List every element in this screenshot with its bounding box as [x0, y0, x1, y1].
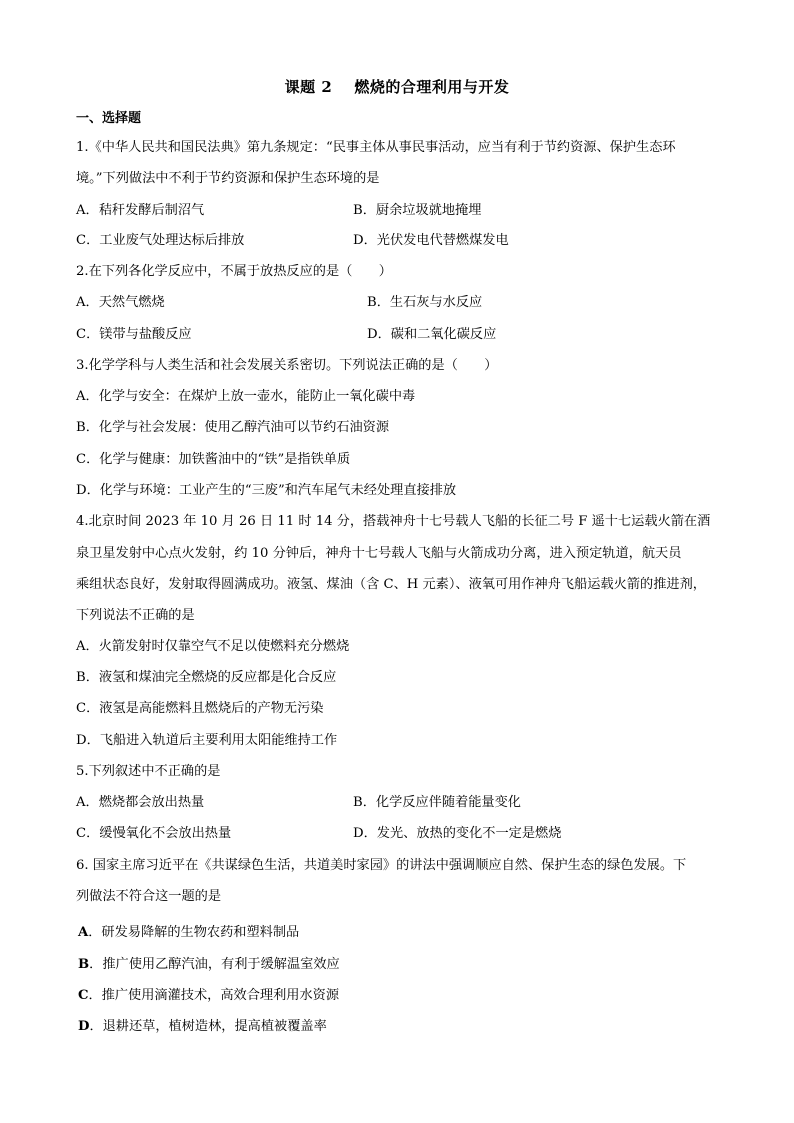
q6-option-d [78, 1018, 327, 1036]
q1-option-d: D．光伏发电代替燃煤发电 [353, 233, 509, 248]
q5-option-c: C．缓慢氧化不会放出热量 [76, 826, 232, 841]
q6-option-b-text: ．推广使用乙醇汽油，有利于缓解温室效应 [89, 957, 340, 972]
q4-stem-line3: 乘组状态良好，发射取得圆满成功。液氢、煤油（含 C、H 元素）、液氧可用作神舟飞船运载火箭的推进剂， [76, 577, 706, 592]
q6-option-b [78, 956, 340, 974]
q4-option-c: C．液氢是高能燃料且燃烧后的产物无污染 [76, 701, 324, 716]
page-title [0, 76, 794, 97]
q2-option-a: A．天然气燃烧 [76, 295, 165, 310]
q4-stem-line2: 泉卫星发射中心点火发射，约 10 分钟后，神舟十七号载人飞船与火箭成功分离，进入预定轨道，航天员 [76, 546, 682, 561]
q4-option-b: B．液氢和煤油完全燃烧的反应都是化合反应 [76, 670, 337, 685]
q4-option-a: A．火箭发射时仅靠空气不足以使燃料充分燃烧 [76, 639, 350, 654]
q1-stem-line1: 1.《中华人民共和国民法典》第九条规定：“民事主体从事民事活动，应当有利于节约资源、保护生态环 [76, 140, 676, 155]
q3-option-c: C．化学与健康：加铁酱油中的“铁”是指铁单质 [76, 452, 351, 467]
q4-stem-line4: 下列说法不正确的是 [76, 608, 195, 623]
q6-option-b-letter: B [78, 957, 90, 972]
q1-stem-line2: 境。”下列做法中不利于节约资源和保护生态环境的是 [76, 171, 380, 186]
q1-option-a: A．秸秆发酵后制沼气 [76, 203, 205, 218]
q1-option-c: C．工业废气处理达标后排放 [76, 233, 245, 248]
q3-option-a: A．化学与安全：在煤炉上放一壶水，能防止一氧化碳中毒 [76, 389, 416, 404]
q6-option-a [78, 924, 299, 942]
q4-stem-line1: 4.北京时间 2023 年 10 月 26 日 11 时 14 分，搭载神舟十七号载人飞船的长征二号 F 遥十七运载火箭在酒 [76, 514, 711, 529]
q1-option-b: B．厨余垃圾就地掩埋 [353, 203, 482, 218]
q6-option-d-letter: D [78, 1019, 90, 1034]
q2-option-d: D．碳和二氧化碳反应 [367, 327, 497, 342]
q5-option-b: B．化学反应伴随着能量变化 [353, 795, 521, 810]
q6-option-d-text: ．退耕还草，植树造林，提高植被覆盖率 [89, 1019, 327, 1034]
lesson-number: 课题 2 [284, 78, 333, 96]
q6-option-a-letter: A [78, 925, 89, 940]
lesson-name: 燃烧的合理利用与开发 [354, 78, 510, 96]
q5-option-a: A．燃烧都会放出热量 [76, 795, 205, 810]
q6-option-c [78, 987, 339, 1005]
q2-stem: 2.在下列各化学反应中，不属于放热反应的是（ ） [76, 264, 392, 279]
section-heading: 一、选择题 [76, 111, 142, 126]
q3-stem: 3.化学学科与人类生活和社会发展关系密切。下列说法正确的是（ ） [76, 358, 498, 373]
q5-option-d: D．发光、放热的变化不一定是燃烧 [353, 826, 562, 841]
q2-option-b: B．生石灰与水反应 [367, 295, 483, 310]
q2-option-c: C．镁带与盐酸反应 [76, 327, 192, 342]
q3-option-d: D．化学与环境：工业产生的“三废”和汽车尾气未经处理直接排放 [76, 483, 457, 498]
q6-stem-line1: 6. 国家主席习近平在《共谋绿色生活，共道美时家园》的讲法中强调顺应自然、保护生态的绿色发展。下 [76, 858, 687, 873]
q4-option-d: D．飞船进入轨道后主要利用太阳能维持工作 [76, 733, 338, 748]
q6-option-a-text: ．研发易降解的生物农药和塑料制品 [88, 925, 300, 940]
q5-stem: 5.下列叙述中不正确的是 [76, 764, 221, 779]
q6-option-c-letter: C [78, 988, 89, 1003]
q6-stem-line2: 列做法不符合这一题的是 [76, 889, 222, 904]
q3-option-b: B．化学与社会发展：使用乙醇汽油可以节约石油资源 [76, 420, 390, 435]
q6-option-c-text: ．推广使用滴灌技术，高效合理利用水资源 [88, 988, 340, 1003]
